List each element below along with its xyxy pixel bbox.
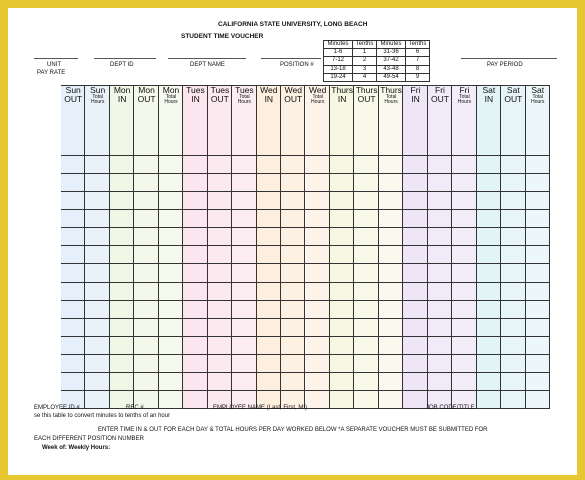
grid-column: [354, 85, 378, 408]
column-type-label: IN: [264, 94, 274, 104]
conv-row: [324, 49, 430, 57]
conv-cell: 9: [406, 73, 430, 81]
conv-cell: 2: [353, 57, 377, 65]
voucher-title: STUDENT TIME VOUCHER: [181, 33, 264, 40]
time-voucher-page: [8, 8, 577, 475]
conv-cell: 7: [406, 57, 430, 65]
column-header: [379, 85, 403, 105]
column-header: [183, 85, 207, 104]
column-type-label: Total Hours: [164, 94, 178, 105]
column-day-label: Sat: [531, 85, 545, 95]
employee-name-label: EMPLOYEE NAME (Last, First, MI): [213, 405, 308, 411]
column-type-label: OUT: [137, 94, 156, 104]
grid-row-line: [61, 191, 550, 192]
column-type-label: IN: [337, 94, 347, 104]
dept-id-label: DEPT ID: [110, 62, 134, 68]
column-day-label: Wed: [260, 85, 278, 95]
grid-column: [281, 85, 305, 408]
conv-cell: Tenths: [353, 41, 377, 49]
column-type-label: Total Hours: [90, 94, 105, 105]
column-header: [232, 85, 256, 105]
conv-cell: 1: [353, 49, 377, 57]
column-type-label: Total Hours: [237, 94, 252, 105]
instruction-line-1: ENTER TIME IN & OUT FOR EACH DAY & TOTAL HOURS PER DAY WORKED BELOW *A SEPARATE VOUCHER MUST BE SUBMITTED FOR: [98, 427, 488, 433]
column-type-label: OUT: [357, 94, 376, 104]
grid-column: [61, 85, 85, 408]
column-type-label: OUT: [284, 94, 303, 104]
grid-row-line: [61, 354, 550, 355]
rec-label: REC #: [126, 405, 144, 411]
column-day-label: Mon: [162, 85, 180, 95]
grid-row-line: [61, 227, 550, 228]
column-type-label: Total Hours: [531, 94, 545, 105]
column-header: [61, 85, 85, 104]
grid-top-border: [61, 85, 550, 86]
column-day-label: Sun: [65, 85, 81, 95]
grid-column: [379, 85, 403, 408]
grid-column: [110, 85, 134, 408]
grid-column: [159, 85, 183, 408]
conv-cell: 1-6: [324, 49, 353, 57]
column-header: [208, 85, 232, 104]
week-of-label: Week of: Weekly Hours:: [42, 445, 111, 451]
column-day-label: Tues: [235, 85, 254, 95]
column-header: [110, 85, 134, 104]
grid-column: [85, 85, 109, 408]
column-header: [159, 85, 183, 105]
grid-row-line: [61, 173, 550, 174]
grid-row-line: [61, 209, 550, 210]
conv-header-row: [324, 41, 430, 49]
column-type-label: IN: [117, 94, 127, 104]
instruction-line-2: EACH DIFFERENT POSITION NUMBER: [34, 436, 144, 442]
column-type-label: OUT: [430, 94, 449, 104]
column-header: [501, 85, 525, 104]
column-header: [257, 85, 281, 104]
column-type-label: IN: [191, 94, 200, 104]
conv-row: [324, 65, 430, 73]
convert-note: se this table to convert minutes to tenths of an hour: [34, 413, 171, 419]
column-header: [281, 85, 305, 104]
conv-cell: 7-12: [324, 57, 353, 65]
conv-cell: 13-18: [324, 65, 353, 73]
conv-cell: 6: [406, 49, 430, 57]
grid-row-line: [61, 390, 550, 391]
column-day-label: Tues: [186, 85, 205, 95]
grid-column: [526, 85, 550, 408]
pay-period-label: PAY PERIOD: [487, 62, 523, 68]
time-entry-grid: [61, 85, 550, 408]
grid-column: [257, 85, 281, 408]
grid-column: [134, 85, 158, 408]
column-header: [403, 85, 427, 104]
column-day-label: Fri: [435, 85, 445, 95]
column-day-label: Mon: [113, 85, 131, 95]
column-day-label: Thurs: [331, 85, 354, 95]
conv-cell: Minutes: [377, 41, 406, 49]
conv-cell: 43-48: [377, 65, 406, 73]
grid-row-line: [61, 336, 550, 337]
grid-column: [428, 85, 452, 408]
column-day-label: Fri: [459, 85, 470, 95]
conv-cell: 8: [406, 65, 430, 73]
grid-row-line: [61, 245, 550, 246]
column-type-label: IN: [411, 94, 420, 104]
dept-id-line: [94, 58, 156, 59]
column-day-label: Mon: [138, 85, 155, 95]
position-label: POSITION #: [280, 62, 314, 68]
conv-cell: 49-54: [377, 73, 406, 81]
conv-cell: Minutes: [324, 41, 353, 49]
grid-column: [477, 85, 501, 408]
column-type-label: Total Hours: [311, 94, 325, 105]
grid-column: [501, 85, 525, 408]
conv-row: [324, 73, 430, 81]
column-type-label: IN: [484, 94, 494, 104]
column-header: [428, 85, 452, 104]
employee-id-label: EMPLOYEE ID #: [34, 405, 80, 411]
conv-cell: 19-24: [324, 73, 353, 81]
column-header: [354, 85, 378, 104]
conv-row: [324, 57, 430, 65]
grid-row-line: [61, 300, 550, 301]
grid-row-line: [61, 263, 550, 264]
grid-column: [452, 85, 476, 408]
position-line: [261, 58, 321, 59]
column-day-label: Sat: [482, 85, 496, 95]
column-type-label: Total Hours: [384, 94, 398, 105]
column-header: [134, 85, 158, 104]
grid-row-line: [61, 372, 550, 373]
grid-column: [208, 85, 232, 408]
grid-column: [403, 85, 427, 408]
column-type-label: OUT: [210, 94, 229, 104]
conv-cell: 4: [353, 73, 377, 81]
conv-cell: 37-42: [377, 57, 406, 65]
conv-cell: 31-36: [377, 49, 406, 57]
job-code-label: JOB CODE/TITLE: [426, 405, 475, 411]
column-day-label: Tues: [210, 85, 230, 95]
pay-period-line: [461, 58, 557, 59]
unit-line: [34, 58, 78, 59]
column-type-label: Total Hours: [457, 94, 472, 105]
grid-row-line: [61, 155, 550, 156]
grid-column: [232, 85, 256, 408]
column-header: [477, 85, 501, 104]
dept-name-label: DEPT NAME: [190, 62, 225, 68]
column-day-label: Wed: [284, 85, 302, 95]
grid-row-line: [61, 282, 550, 283]
conv-cell: 3: [353, 65, 377, 73]
column-type-label: OUT: [64, 94, 83, 104]
column-day-label: Sat: [506, 85, 520, 95]
pay-rate-label: PAY RATE: [37, 70, 66, 76]
column-day-label: Thurs: [355, 85, 378, 95]
column-header: [330, 85, 354, 104]
column-header: [452, 85, 476, 105]
grid-column: [306, 85, 330, 408]
grid-row-line: [61, 318, 550, 319]
conv-cell: Tenths: [406, 41, 430, 49]
column-day-label: Wed: [309, 85, 327, 95]
column-header: [306, 85, 330, 105]
unit-label: UNIT: [47, 62, 61, 68]
grid-column: [330, 85, 354, 408]
dept-name-line: [168, 58, 246, 59]
column-day-label: Sun: [90, 85, 106, 95]
grid-column: [183, 85, 207, 408]
column-header: [85, 85, 109, 105]
column-type-label: OUT: [504, 94, 523, 104]
column-day-label: Thurs: [380, 85, 402, 95]
column-day-label: Fri: [410, 85, 421, 95]
column-header: [526, 85, 550, 105]
minutes-tenths-table: [323, 40, 430, 82]
university-title: CALIFORNIA STATE UNIVERSITY, LONG BEACH: [218, 21, 368, 28]
